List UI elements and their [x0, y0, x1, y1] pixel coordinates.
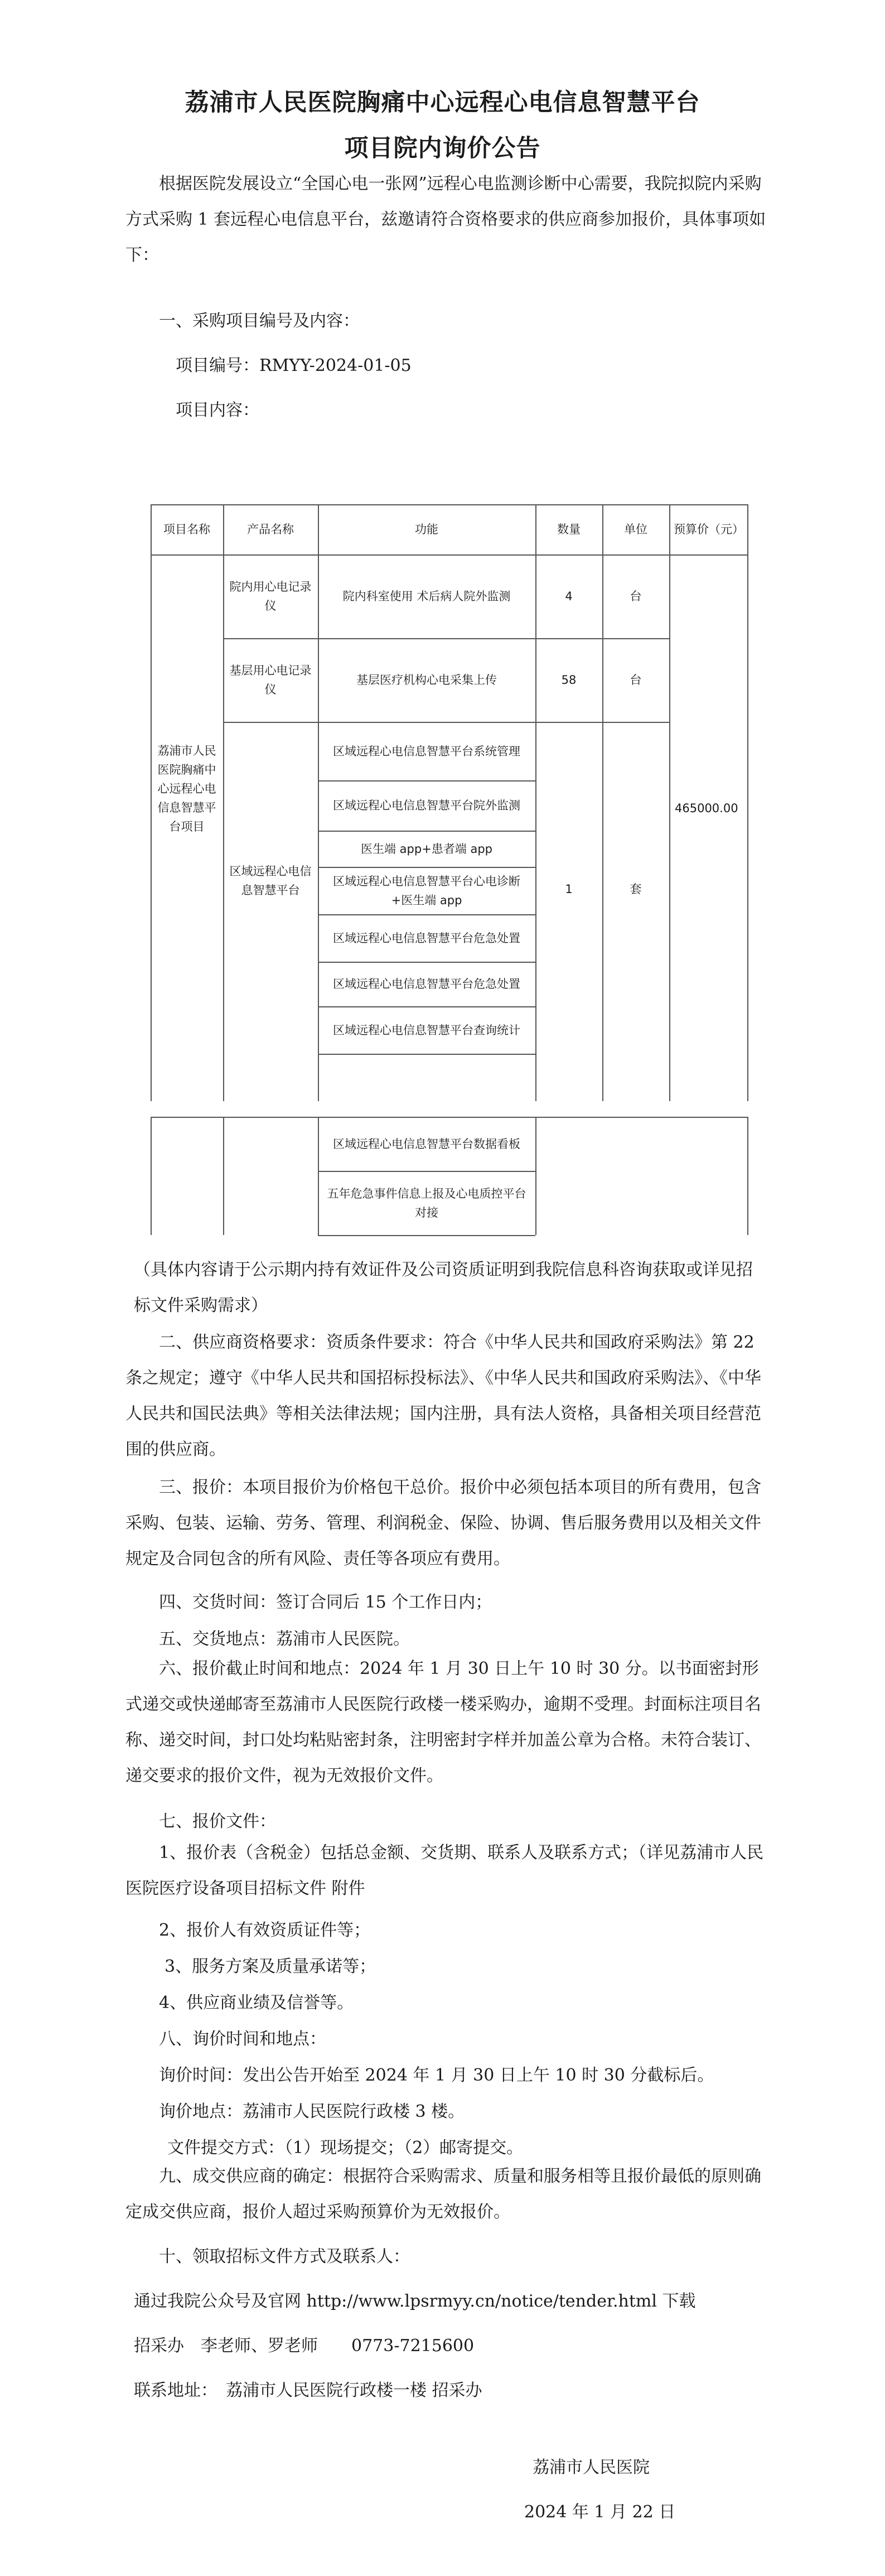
function-cell: 区域远程心电信息智慧平台查询统计 [333, 1023, 520, 1037]
product-cell: 区域远程心电信息智慧平台 [229, 865, 312, 897]
section1-heading: 一、采购项目编号及内容： [159, 311, 360, 331]
product-cell: 院内用心电记录仪 [229, 580, 312, 612]
quantity-cell: 4 [565, 590, 573, 603]
section5-delivery-place: 五、交货地点：荔浦市人民医院。 [159, 1629, 410, 1649]
procurement-table [151, 504, 747, 1235]
signature-org: 荔浦市人民医院 [533, 2458, 650, 2477]
section7-item-4: 4、供应商业绩及信誉等。 [159, 1993, 354, 2013]
quantity-cell: 58 [561, 673, 577, 687]
function-cell: 基层医疗机构心电采集上传 [356, 673, 497, 687]
title-line-2: 项目院内询价公告 [344, 134, 541, 162]
project-name-cell: 荔浦市人民医院胸痛中心远程心电信息智慧平台项目 [157, 744, 216, 833]
section2-qualifications: 二、供应商资格要求：资质条件要求：符合《中华人民共和国政府采购法》第 22 条之规定；遵守《中华人民共和国招标投标法》、《中华人民共和国政府采购法》、《中华人民共和国民法典》等相关法律法规；国内注册，具有法人资格，具备相关项目经营范围的供应商。 [125, 1333, 761, 1459]
table-note: （具体内容请于公示期内持有效证件及公司资质证明到我院信息科咨询获取或详见招标文件采购需求） [134, 1260, 753, 1315]
section6-deadline: 六、报价截止时间和地点：2024 年 1 月 30 日上午 10 时 30 分。以书面密封形式递交或快递邮寄至荔浦市人民医院行政楼一楼采购办，逾期不受理。封面标注项目名称、递交时间，封口处均粘贴密封条，注明密封字样并加盖公章为合格。未符合装订、递交要求的报价文件，视为无效报价文件。 [125, 1659, 761, 1786]
unit-cell: 套 [630, 882, 642, 896]
inquiry-place: 询价地点：荔浦市人民医院行政楼 3 楼。 [159, 2102, 465, 2121]
unit-cell: 台 [630, 673, 642, 687]
function-cell: 院内科室使用 术后病人院外监测 [342, 590, 511, 603]
section7-item-3: 3、服务方案及质量承诺等； [165, 1957, 376, 1976]
intro-paragraph: 根据医院发展设立“全国心电一张网”远程心电监测诊断中心需要，我院拟院内采购方式采购 1 套远程心电信息平台，兹邀请符合资格要求的供应商参加报价，具体事项如下： [125, 174, 766, 265]
contact-address: 联系地址： 荔浦市人民医院行政楼一楼 招采办 [134, 2381, 482, 2400]
section10-heading: 十、领取招标文件方式及联系人： [159, 2247, 410, 2266]
signature-date: 2024 年 1 月 22 日 [524, 2502, 676, 2522]
product-cell: 基层用心电记录仪 [229, 664, 312, 696]
function-cell: 五年危急事件信息上报及心电质控平台对接 [327, 1186, 526, 1219]
section3-quotation: 三、报价：本项目报价为价格包干总价。报价中必须包括本项目的所有费用，包含采购、包装、运输、劳务、管理、利润税金、保险、协调、售后服务费用以及相关文件规定及合同包含的所有风险、责任等各项应有费用。 [125, 1478, 761, 1569]
project-content-label: 项目内容： [176, 401, 259, 420]
section7-heading: 七、报价文件： [159, 1812, 276, 1831]
section4-delivery-time: 四、交货时间：签订合同后 15 个工作日内； [159, 1593, 492, 1612]
function-cell: 区域远程心电信息智慧平台危急处置 [333, 977, 520, 991]
unit-cell: 台 [630, 590, 642, 603]
function-cell: 区域远程心电信息智慧平台数据看板 [333, 1137, 520, 1151]
header-product-name: 产品名称 [247, 523, 294, 536]
inquiry-time: 询价时间：发出公告开始至 2024 年 1 月 30 日上午 10 时 30 分截标后。 [159, 2066, 714, 2085]
section7-item-2: 2、报价人有效资质证件等； [159, 1921, 371, 1940]
contact-info: 招采办 李老师、罗老师 0773-7215600 [134, 2336, 475, 2356]
submission-method: 文件提交方式：（1）现场提交；（2）邮寄提交。 [167, 2138, 524, 2158]
function-cell: 区域远程心电信息智慧平台院外监测 [333, 799, 520, 812]
function-cell: 医生端 app+患者端 app [360, 842, 492, 856]
title-line-1: 荔浦市人民医院胸痛中心远程心电信息智慧平台 [185, 89, 700, 117]
function-cell: 区域远程心电信息智慧平台心电诊断+医生端 app [333, 874, 520, 907]
header-budget: 预算价（元） [674, 523, 744, 536]
header-quantity: 数量 [557, 523, 581, 536]
function-cell: 区域远程心电信息智慧平台危急处置 [333, 931, 520, 945]
section8-heading: 八、询价时间和地点： [159, 2029, 326, 2049]
project-number: 项目编号：RMYY-2024-01-05 [176, 356, 412, 375]
quantity-cell: 1 [565, 882, 573, 896]
header-function: 功能 [415, 523, 438, 536]
download-website: 通过我院公众号及官网 http://www.lpsrmyy.cn/notice/tender.html 下载 [134, 2292, 696, 2311]
header-project-name: 项目名称 [163, 523, 210, 536]
header-unit: 单位 [624, 523, 647, 536]
section9-selection: 九、成交供应商的确定：根据符合采购需求、质量和服务相等且报价最低的原则确定成交供应商，报价人超过采购预算价为无效报价。 [125, 2167, 761, 2222]
section7-item-1: 1、报价表（含税金）包括总金额、交货期、联系人及联系方式；（详见荔浦市人民医院医疗设备项目招标文件 附件 [125, 1843, 764, 1898]
function-cell: 区域远程心电信息智慧平台系统管理 [333, 744, 520, 758]
budget-cell: 465000.00 [675, 802, 738, 815]
